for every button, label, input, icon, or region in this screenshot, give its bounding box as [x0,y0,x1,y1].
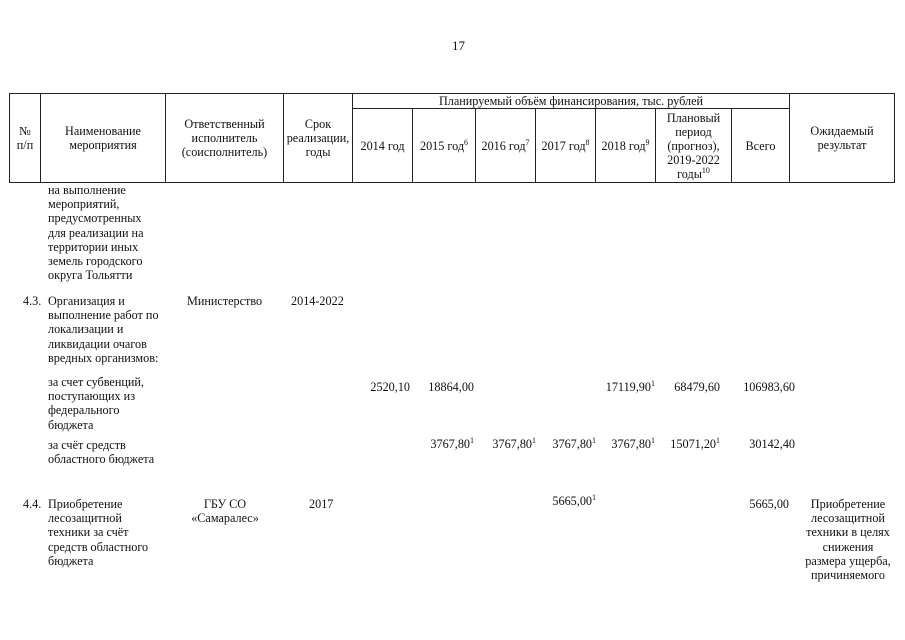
col-responsible: Ответственный исполнитель (соисполнитель) [166,94,284,183]
item-4-3-responsible: Министерство [187,294,263,308]
item-4-3-sub2-plan: 15071,20$^1$ [670,435,720,451]
col-funding: Планируемый объём финансирования, тыс. рублей [353,94,790,109]
col-2017: 2017 год$^8$ [536,109,596,183]
col-result: Ожидаемый результат [790,94,895,183]
item-4-3-sub1-2014: 2520,10 [370,380,410,394]
item-4-3-sub1-total: 106983,60 [743,380,795,394]
item-4-3-term: 2014-2022 [291,294,344,308]
item-4-3-sub2-2016: 3767,80$^1$ [492,435,536,451]
item-4-4-name: Приобретение лесозащитной техники за счёт средств областного бюджета [48,497,149,568]
col-2014: 2014 год [353,109,413,183]
col-term: Срок реализации, годы [284,94,353,183]
col-name: Наименование мероприятия [41,94,166,183]
item-4-3-sub2-2015: 3767,80$^1$ [430,435,474,451]
item-4-4-result: Приобретение лесозащитной техники в целях снижения размера ущерба, причиняемого [805,497,891,583]
item-4-3-sub1-name: за счет субвенций, поступающих из федерального бюджета [48,375,144,432]
col-total: Всего [732,109,790,183]
item-4-3-sub1-2015: 18864,00 [428,380,474,394]
item-4-3-sub2-total: 30142,40 [749,437,795,451]
col-2018: 2018 год$^9$ [596,109,656,183]
item-4-3-sub1-plan: 68479,60 [674,380,720,394]
item-4-3-sub2-2018: 3767,80$^1$ [611,435,655,451]
continued-name: на выполнение мероприятий, предусмотренных для реализации на территории иных земель городского округа Тольятти [48,183,144,283]
item-4-3-sub2-name: за счёт средств областного бюджета [48,438,155,467]
table-header [9,93,895,183]
item-4-4-term: 2017 [309,497,334,511]
col-plan: Плановый период (прогноз), 2019-2022 годы$^{10}$ [656,109,732,183]
item-4-4-total: 5665,00 [749,497,789,511]
item-4-3-name: Организация и выполнение работ по локализации и ликвидации очагов вредных организмов: [48,294,159,365]
item-4-4-2017: 5665,00$^1$ [552,492,596,508]
col-2016: 2016 год$^7$ [476,109,536,183]
col-2015: 2015 год$^6$ [413,109,476,183]
item-4-3-sub1-2018: 17119,90$^1$ [605,378,655,394]
item-4-3-number: 4.3. [23,294,42,308]
item-4-3-sub2-2017: 3767,80$^1$ [552,435,596,451]
item-4-4-number: 4.4. [23,497,42,511]
page-number: 17 [452,38,465,53]
item-4-4-responsible: ГБУ СО «Самаралес» [191,497,259,526]
col-number: № п/п [10,94,41,183]
